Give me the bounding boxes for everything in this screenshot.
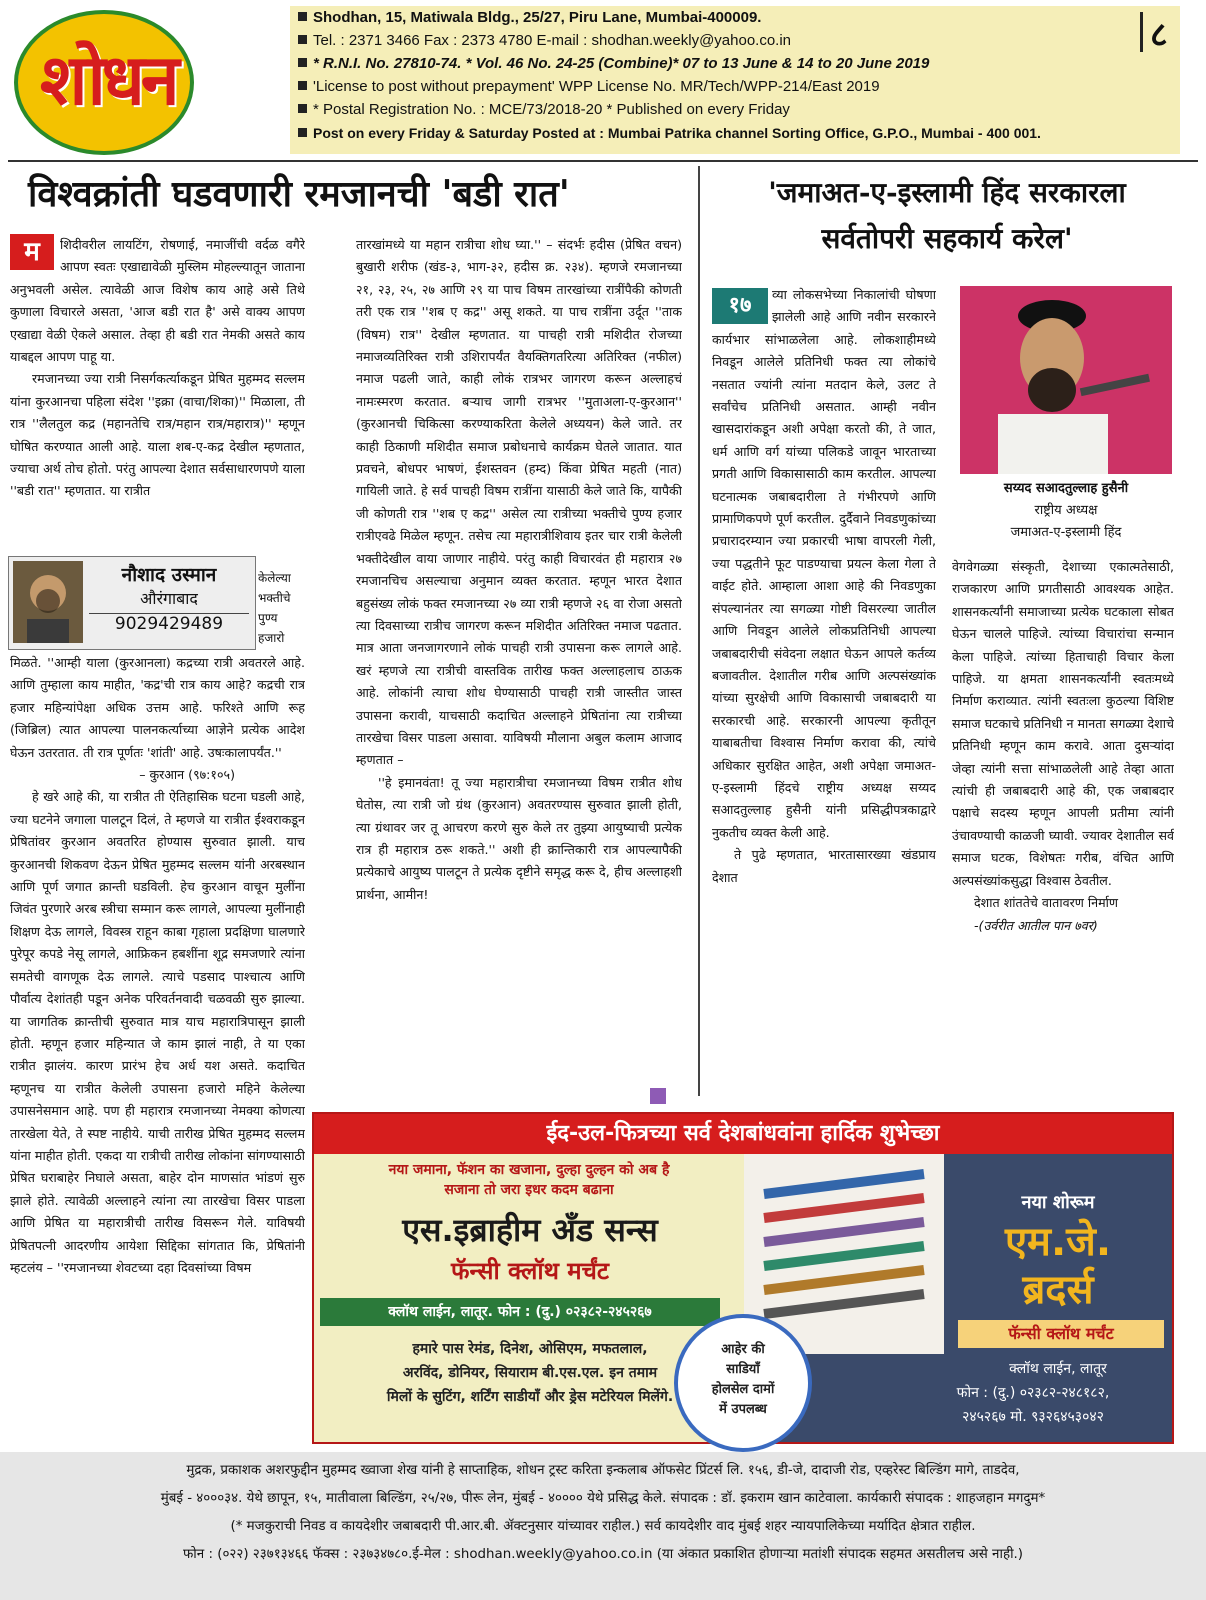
leader-photo-icon bbox=[960, 286, 1172, 474]
page-rule bbox=[1140, 12, 1143, 52]
paragraph: व्या लोकसभेच्या निकालांची घोषणा झालेली आहे आणि नवीन सरकारने कार्यभार सांभाळलेला आहे. लोकशाहीमध्ये निवडून आलेले प्रतिनिधी फक्त त्या लोकांचे नसतात ज्यांनी त्यांना मतदान केले, उलट ते सर्वांचेच प्रतिनिधी असतात. आम्ही नवीन खासदारांकडून अशी अपेक्षा करतो की, ते जात, धर्म आणि वर्ग यांच्या पलिकडे जावून भारताच्या प्रगती आणि विकासासाठी काम करतील. आपल्या घटनात्मक जबाबदारीला ते गंभीरपणे आणि प्रामाणिकपणे पूर्ण करतील. दुर्दैवाने निवडणुकांच्या प्रचारादरम्यान ज्या प्रकारची भाषा वापरली गेली, ज्या पद्धतीने फूट पाडण्याचा प्रयत्न केला गेला ते वाईट होते. आम्हाला आशा आहे की निवडणुका संपल्यानंतर त्या सगळ्या गोष्टी विसरल्या जातील आणि निवडून आलेले लोकप्रतिनिधी आपल्या जबाबदारीची संवेदना लक्षात घेऊन आपले कर्तव्य बजावतील. देशातील गरीब आणि अल्पसंख्यांक यांच्या सुरक्षेची आणि विकासाची जबाबदारी या सरकारची आहे. सरकारनी आपल्या कृतीतून याबाबतीचा विश्वास निर्माण करावा की, त्यांचे अधिकार सुरक्षित आहेत, अशी अपेक्षा जमाअत-ए-इस्लामी हिंदचे राष्ट्रीय अध्यक्ष सय्यद सआदतुल्लाह हुसैनी यांनी प्रसिद्धीपत्रकाद्वारे नुकतीच व्यक्त केली आहे. bbox=[712, 287, 936, 840]
shop1-address: क्लॉथ लाईन, लातूर. फोन : (दु.) ०२३८२-२४५२६७ bbox=[320, 1298, 720, 1326]
shop1-sub: फॅन्सी क्लॉथ मर्चंट bbox=[451, 1257, 609, 1285]
publication-info bbox=[290, 6, 1180, 154]
shop2-tag: नया शोरूम bbox=[1021, 1192, 1095, 1213]
col1-top bbox=[10, 234, 305, 562]
paragraph: देशात शांततेचे वातावरण निर्माण bbox=[974, 895, 1118, 911]
caption-org: जमाअत-ए-इस्लामी हिंद bbox=[1010, 525, 1122, 540]
right-headline-line2: सर्वतोपरी सहकार्य करेल' bbox=[821, 222, 1073, 255]
wholesale-badge bbox=[674, 1314, 812, 1452]
info-line: * R.N.I. No. 27810-74. * Vol. 46 No. 24-25 (Combine)* 07 to 13 June & 14 to 20 June 2019 bbox=[298, 54, 929, 74]
dropcap-space bbox=[10, 234, 60, 278]
shop1-brands1: हमारे पास रेमंड, दिनेश, ओसिएम, मफतलाल, bbox=[412, 1341, 648, 1357]
badge-line: साडियाँ bbox=[726, 1362, 760, 1377]
paragraph: ते पुढे म्हणतात, भारतासारख्या खंडप्राय देशात bbox=[712, 847, 936, 885]
paragraph: वेगवेगळ्या संस्कृती, देशाच्या एकात्मतेसाठी, राजकारण आणि प्रगतीसाठी आवश्यक आहेत. शासनकर्त्यांनी समाजाच्या प्रत्येक घटकाला सोबत घेऊन चालले पाहिजे. त्यांच्या विचारांचा सन्मान केला पाहिजे. त्यांच्या हिताचाही विचार केला पाहिजे. या क्षमता शासनकर्त्यांनी स्वतःमध्ये निर्माण कराव्यात. त्यांनी स्वतःला कुठल्या विशिष्ट समाज घटकाचे प्रतिनिधी न मानता सगळ्या देशाचे प्रतिनिधी म्हणून काम करावे. आता दुसऱ्यांदा जेव्हा त्यांनी सत्ता सांभाळलेली आहे तेव्हा आता त्यांची ही जबाबदारी आहे की, एक जबाबदार पक्षाचे सदस्य म्हणून आपली प्रतीमा त्यांनी उंचावण्याची काळजी घ्यावी. ज्यावर देशातील सर्व समाज घटक, विशेषतः गरीब, वंचित आणि अल्पसंख्यांकसुद्धा विश्वास ठेवतील. bbox=[952, 559, 1174, 888]
page-number: ८ bbox=[1150, 15, 1168, 55]
column-divider bbox=[698, 166, 700, 1096]
footer-line: मुंबई - ४०००३४. येथे छापून, १५, मातीवाला बिल्डिंग, २५/२७, पीरू लेन, मुंबई - ४०००० येथे प्रसिद्ध केले. संपादक : डॉ. इकराम खान काटेवाला. कार्यकारी संपादक : शाहजहान मगदुम* bbox=[160, 1491, 1046, 1506]
right-headline-line1: 'जमाअत-ए-इस्लामी हिंद सरकारला bbox=[768, 176, 1126, 209]
footer-line: (* मजकुराची निवड व कायदेशीर जबाबदारी पी.आर.बी. ॲक्टनुसार यांच्यावर राहील.) सर्व कायदेशीर वाद मुंबई शहर न्यायपालिकेच्या मर्यादित क्षेत्रात राहील. bbox=[230, 1519, 976, 1534]
ad-tagline1: नया जमाना, फॅशन का खजाना, दुल्हा दुल्हन को अब है bbox=[388, 1162, 670, 1178]
info-line: Shodhan, 15, Matiwala Bldg., 25/27, Piru Lane, Mumbai-400009. bbox=[298, 8, 761, 28]
dropcap: म bbox=[10, 234, 54, 270]
masthead bbox=[0, 0, 1206, 160]
shop2-phone2: २४५२६७ मो. ९३२६४५३०४२ bbox=[962, 1409, 1104, 1425]
paragraph: शिदीवरील लायटिंग, रोषणाई, नमाजींची वर्दळ वगैरे आपण स्वतः एखाद्यावेळी मुस्लिम मोहल्ल्यातून जाताना अनुभवली असेल. त्यावेळी आज विशेष काय आहे असे तिथे कुणाला विचारले असता, 'आज बडी रात है' असे वाक्य आपण एखाद्या वेळी ऐकले असाल. तेव्हा ही बडी रात नेमकी असते काय याबद्दल आपण पाहू या. bbox=[10, 237, 305, 365]
shop1-brands3: मिलों के सुटिंग, शर्टिंग साडीयाँ और ड्रेस मटेरियल मिलेंगे. bbox=[386, 1389, 674, 1405]
shop1-brands2: अरविंद, डोनियर, सियाराम बी.एस.एल. इन तमाम bbox=[402, 1365, 658, 1381]
info-line: Post on every Friday & Saturday Posted at : Mumbai Patrika channel Sorting Office, G.P.O., Mumbai - 400 001. bbox=[298, 123, 1041, 143]
caption-name: सय्यद सआदतुल्लाह हुसैनी bbox=[1003, 481, 1129, 496]
badge-line: में उपलब्ध bbox=[719, 1402, 767, 1417]
badge-line: होलसेल दामों bbox=[711, 1382, 775, 1397]
col1-beside: केलेल्या भक्तीचे पुण्य हजारो bbox=[258, 571, 291, 645]
ad-tagline2: सजाना तो जरा इधर कदम बढाना bbox=[444, 1182, 614, 1198]
leader-photo bbox=[960, 286, 1172, 474]
photo-caption bbox=[960, 478, 1172, 544]
paragraph: रमजानच्या ज्या रात्री निसर्गकर्त्याकडून प्रेषित मुहम्मद सल्लम यांना कुरआनचा पहिला संदेश ''इक्रा (वाचा/शिका)'' मिळाला, ती रात्र ''लैलतुल कद्र (महानतेचि रात्र/महान रात्र/महारात्र)'' म्हणून घोषित करण्यात आली आहे. याला शब-ए-कद्र देखील म्हणतात, ज्याचा अर्थ तोच होतो. परंतु आपल्या देशात सर्वसाधारणपणे याला ''बडी रात'' म्हणतात. या रात्रीत bbox=[10, 371, 305, 499]
paragraph: तारखांमध्ये या महान रात्रीचा शोध घ्या.'' – संदर्भः हदीस (प्रेषित वचन) बुखारी शरीफ (खंड-३, भाग-३२, हदीस क्र. २३४). म्हणजे रमजानच्या २१, २३, २५, २७ आणि २९ या पाच विषम तारखांच्या रात्रींपैकी कोणती तरी एक रात्र ''शब ए कद्र'' असू शकते. या पाच रात्रींना उर्दूत ''ताक (विषम) रात्र'' देखील म्हणतात. या पाचही रात्री मशिदीत रोजच्या नमाजव्यतिरिक्त रात्री उशिरापर्यंत वैयक्तिगतरित्या अतिरिक्त (नफील) नमाज पढली जाते, काही लोकं रात्रभर जागरण करून अल्लाहचं नामःस्मरण करतात. बऱ्याच जागी रात्रभर ''मुताअला-ए-कुरआन'' (कुरआनची चिकित्सा करण्याकरिता केलेले अध्ययन) केले जाते. तर काही ठिकाणी मशिदीत समाज प्रबोधनाचे कार्यक्रम घेतले जातात. यात प्रवचने, बोधपर भाषणं, ईशस्तवन (हम्द) किंवा प्रेषित महती (नात) गायिली जाते. हे सर्व पाचही विषम रात्रींना यासाठी केले जाते कि, यापैकी जी कोणती रात्र ''शब ए कद्र'' असेल त्या रात्रीच्या भक्तीचे पुण्य हजार रात्रीएवढे मिळेल म्हणून. तसेच त्या महारात्रीशिवाय इतर चार रात्री केलेली भक्तीदेखील वाया जाणार नाहीये. परंतु काही विचारवंत ही महारात्र २७ रमजानचिच असल्याचा अनुमान व्यक्त करतात. म्हणून भारत देशात बहुसंख्य लोकं फक्त रमजानच्या २७ व्या रात्री म्हणजे २६ वा रोजा असतो त्या दिवसाच्या रात्रीच जागरण करून मशिदीत अतिरिक्त नमाज पढतात. मात्र आता जनजागरणाने लोकं पाचही रात्री उपासना करू लागले आहे. खरं म्हणजे त्या रात्रीची वास्तविक तारीख फक्त अल्लाहलाच ठाऊक आहे. लोकांनी त्याचा शोध घेण्यासाठी पाचही रात्री जास्तीत जास्त उपासना करावी, याचसाठी कदाचित अल्लाहने प्रेषितांना त्या रात्रीच्या तारखेचा विसर पाडला असावा. याविषयी मौलाना अबुल कलाम आजाद म्हणतात – bbox=[356, 237, 682, 768]
badge-space bbox=[712, 284, 772, 328]
author-name: नौशाद उस्मान bbox=[121, 564, 217, 586]
paragraph: हे खरे आहे की, या रात्रीत ती ऐतिहासिक घटना घडली आहे, ज्या घटनेने जगाला पालटून दिलं, ते म्हणजे या रात्रीत ईश्वराकडून प्रेषितांवर कुरआन अवतरित होण्यास सुरुवात झाली. याच कुरआनची शिकवण देऊन प्रेषित मुहम्मद सल्लम यांनी अरबस्थान आणि पूर्ण जगात क्रान्ती घडविली. हेच कुरआन वाचून मुलींना जिवंत पुरणारे अरब स्त्रीचा सम्मान करू लागले, आपल्या मुलींनाही शिक्षण देऊ लागले, विवस्त्र राहून काबा गृहाला प्रदक्षिणा घालणारे पुरेपूर कपडे नेसू लागले, आफ्रिकन हबशींना शूद्र समजणारे त्यांना समतेची वागणूक देऊ लागले. त्याचे पडसाद पाश्चात्य आणि पौर्वात्य देशांतही पडून अनेक परिवर्तनवादी चळवळी सुरु झाल्या. या जागतिक क्रान्तीची सुरुवात मात्र याच महारात्रिपासून झाली होती. म्हणून हजार महिन्यात जे काम झालं नाही, ते या एका रात्रीत झालंय. कारण प्रारंभ हेच अर्ध यश असते. कदाचित म्हणूनच या रात्रीत केलेली उपासना हजारो महिने केलेल्या उपासनेसमान आहे. पण ही महारात्र रमजानच्या नेमक्या कोणत्या तारखेला येते, ते स्पष्ट नाहीये. याची तारीख प्रेषित मुहम्मद सल्लम यांना माहीत होती. एकदा या रात्रीची तारीख लोकांना सांगण्यासाठी प्रेषित घराबाहेर निघाले असता, बाहेर दोन माणसांत भांडणं सुरु झाले होते. त्यावेळी अल्लाहने त्यांना त्या तारखेचा विसर पाडला आणि प्रेषित या महारात्रीची तारीख विसरून गेले. याविषयी प्रेषितपत्नी आदरणीय आयेशा सिद्दिका सांगतात कि, प्रेषितांनी म्हटलंय – ''रमजानच्या शेवटच्या दहा दिवसांच्या विषम bbox=[10, 789, 305, 1275]
info-line: * Postal Registration No. : MCE/73/2018-20 * Published on every Friday bbox=[298, 100, 790, 120]
shop2-phone1: फोन : (दु.) ०२३८२-२४८१८२, bbox=[956, 1385, 1110, 1401]
paragraph: ''हे इमानवंता! तू ज्या महारात्रीचा रमजानच्या विषम रात्रीत शोध घेतोस, त्या रात्री जो ग्रंथ (कुरआन) अवतरण्यास सुरुवात झाली होती, त्या ग्रंथावर जर तू आचरण करणे सुरु केले तर तुझ्या आयुष्याची प्रत्येक रात्र ही महारात्र ठरू शकते.'' अशी ही क्रान्तिकारी रात्र आपल्यापैकी प्रत्येकाचे आयुष्य पालटून ते प्रत्येक दृष्टीने समृद्ध करू दे, हीच अल्लाहशी प्रार्थना, आमीन! bbox=[356, 774, 682, 902]
info-line: Tel. : 2371 3466 Fax : 2373 4780 E-mail : shodhan.weekly@yahoo.co.in bbox=[298, 31, 791, 51]
footer-line: मुद्रक, प्रकाशक अशरफुद्दीन मुहम्मद ख्वाजा शेख यांनी हे साप्ताहिक, शोधन ट्रस्ट करिता इन्कलाब ऑफसेट प्रिंटर्स लि. १५६, डी-जे, दादाजी रोड, एव्हरेस्ट बिल्डिंग मागे, ताडदेव, bbox=[186, 1463, 1020, 1478]
ad-banner: ईद-उल-फित्रच्या सर्व देशबांधवांना हार्दिक शुभेच्छा bbox=[314, 1114, 1172, 1154]
logo: शोधन bbox=[40, 39, 176, 121]
quote-citation: – कुरआन (९७:१०५) bbox=[139, 767, 235, 783]
imprint-footer bbox=[0, 1452, 1206, 1600]
author-box bbox=[8, 556, 256, 650]
author-photo bbox=[13, 561, 83, 643]
end-mark bbox=[650, 1088, 666, 1104]
shop2-sub: फॅन्सी क्लॉथ मर्चंट bbox=[958, 1320, 1164, 1348]
col4 bbox=[952, 556, 1174, 1096]
paragraph: मिळते. ''आम्ही याला (कुरआनला) कद्रच्या रात्री अवतरले आहे. आणि तुम्हाला काय माहीत, 'कद्र'ची रात्र काय आहे? कद्रची रात्र हजार महिन्यांपेक्षा अधिक उत्तम आहे. फरिश्ते आणि रूह (जिब्रिल) त्यात आपल्या पालनकर्त्याच्या आज्ञेने प्रत्येक आदेश घेऊन उतरतात. ती रात्र पूर्णतः 'शांती' आहे. उषःकालापर्यंत.'' bbox=[10, 655, 305, 760]
masthead-rule bbox=[8, 160, 1198, 162]
footer-line: फोन : (०२२) २३७१३४६६ फॅक्स : २३७३४७८०.ई-मेल : shodhan.weekly@yahoo.co.in (या अंकात प्रकाशित होणाऱ्या मतांशी संपादक सहमत असतीलच असे नाही.) bbox=[182, 1547, 1024, 1562]
continued-note: -(उर्वरीत आतील पान ७वर) bbox=[974, 917, 1098, 933]
author-city: औरंगाबाद bbox=[140, 589, 198, 608]
col3 bbox=[712, 284, 936, 1094]
shop2-name1: एम.जे. bbox=[1004, 1219, 1112, 1265]
ad-shop2 bbox=[711, 1154, 1172, 1442]
info-line: 'License to post without prepayment' WPP License No. MR/Tech/WPP-214/East 2019 bbox=[298, 77, 880, 97]
left-headline: विश्वक्रांती घडवणारी रमजानची 'बडी रात' bbox=[28, 173, 570, 215]
caption-title: राष्ट्रीय अध्यक्ष bbox=[1034, 503, 1098, 518]
date-badge: १७ bbox=[712, 288, 768, 324]
shop2-name2: ब्रदर्स bbox=[1022, 1267, 1094, 1313]
shop1-name: एस.इब्राहीम अँड सन्स bbox=[402, 1211, 658, 1249]
badge-line: आहेर की bbox=[721, 1342, 765, 1357]
col2 bbox=[356, 234, 682, 1102]
eid-advertisement bbox=[312, 1112, 1174, 1444]
shop2-addr: क्लॉथ लाईन, लातूर bbox=[1009, 1361, 1107, 1377]
author-phone: 9029429489 bbox=[89, 613, 249, 634]
col1-bottom bbox=[10, 652, 305, 1442]
author-photo-icon bbox=[13, 561, 83, 643]
